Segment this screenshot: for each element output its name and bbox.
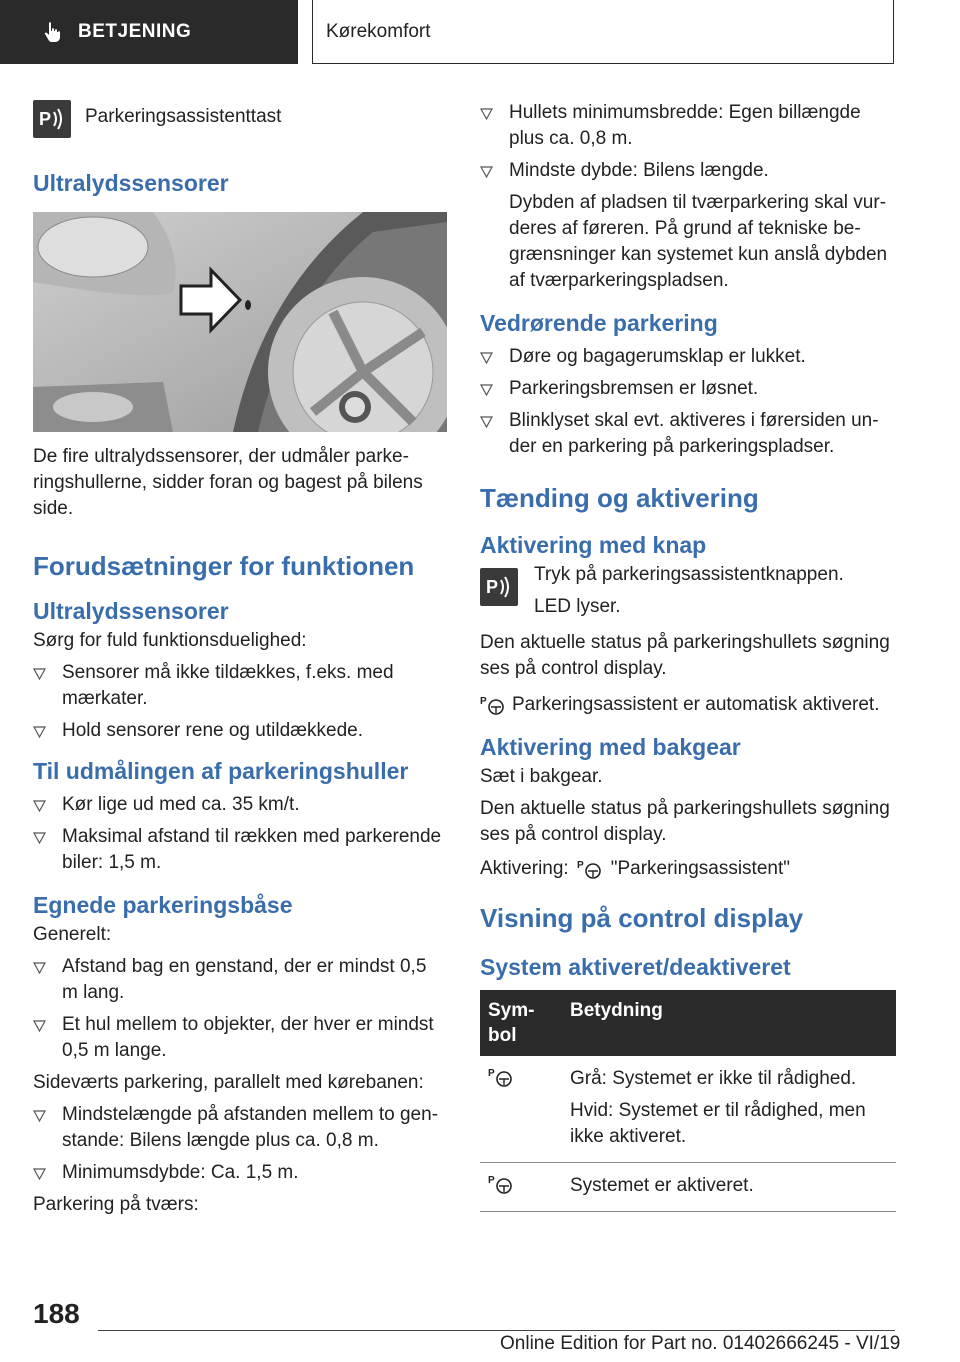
heading-system: System aktiveret/deaktiveret — [480, 954, 791, 980]
list-item: Hold sensorer rene og utildækkede. — [33, 718, 447, 744]
sidevaerts-list — [33, 1102, 447, 1186]
page-header — [0, 0, 960, 66]
sensor-description: De fire ultralydssensorer, der udmåler parkeringshullerne, sidder foran og bagest på bilens side. — [33, 446, 423, 519]
sidevaerts-text: Sideværts parkering, parallelt med kørebanen: — [33, 1072, 424, 1093]
meaning-text: Systemet er aktiveret. — [570, 1175, 754, 1196]
triangle-bullet-icon — [480, 416, 493, 428]
knap-text — [534, 562, 844, 620]
heading-til-udmaaling: Til udmålingen af parkeringshuller — [33, 758, 409, 784]
symbol-table — [480, 990, 896, 1212]
heading-visning: Visning på control display — [480, 903, 804, 933]
triangle-bullet-icon — [480, 166, 493, 178]
triangle-bullet-icon — [33, 962, 46, 974]
table-row — [480, 1056, 896, 1163]
generelt-list — [33, 954, 447, 1064]
list-item: Et hul mellem to objekter, der hver er mindst 0,5 m lange. — [33, 1012, 447, 1064]
heading-ultralyd: Ultralydssensorer — [33, 170, 229, 196]
heading-egnede: Egnede parkeringsbåse — [33, 892, 293, 918]
aktivering-value: "Parkeringsassistent" — [610, 858, 790, 879]
park-assist-active-symbol-icon — [488, 1173, 514, 1195]
svg-text:P: P — [488, 1175, 495, 1186]
til-list — [33, 792, 447, 876]
symbol-cell — [480, 1163, 562, 1212]
button-caption-row — [33, 100, 447, 138]
footer-edition: Online Edition for Part no. 01402666245 - VI/19 — [500, 1333, 901, 1354]
park-assist-symbol-icon — [480, 694, 506, 716]
triangle-bullet-icon — [33, 1020, 46, 1032]
sensor-list — [33, 660, 447, 744]
list-item: Maksimal afstand til rækken med parkerende biler: 1,5 m. — [33, 824, 447, 876]
list-item: Afstand bag en genstand, der er mindst 0,5 m lang. — [33, 954, 447, 1006]
park-assist-symbol-icon — [488, 1066, 514, 1088]
chapter-title: Kørekomfort — [326, 20, 431, 42]
dybde-note: Dybden af pladsen til tværparkering skal vurderes af føreren. På grund af tekniske begrænsninger kan systemet kun anslå dybden af tværparkeringspladsen. — [509, 192, 888, 291]
status-text-2: Den aktuelle status på parkeringshullets søgning ses på control display. — [480, 798, 890, 845]
symbol-cell — [480, 1056, 562, 1163]
heading-aktivering-bakgear: Aktivering med bakgear — [480, 734, 741, 760]
list-item: Mindstelængde på afstanden mellem to genstande: Bilens længde plus ca. 0,8 m. — [33, 1102, 447, 1154]
meaning-text: Hvid: Systemet er til rådighed, men ikke aktiveret. — [570, 1100, 866, 1147]
list-item: Mindste dybde: Bilens længde. Dybden af pladsen til tværparkering skal vurderes af føreren. På grund af tekniske begrænsninger kan systemet kun anslå dybden af tværparkeringspladsen. — [480, 158, 896, 294]
heading-vedroerende: Vedrørende parkering — [480, 310, 718, 336]
heading-ultralyd-2: Ultralydssensorer — [33, 598, 229, 624]
list-item: Sensorer må ikke tildækkes, f.eks. med mærkater. — [33, 660, 447, 712]
svg-text:P: P — [488, 1068, 495, 1079]
knap-row — [480, 562, 896, 620]
triangle-bullet-icon — [33, 832, 46, 844]
section-title: BETJENING — [78, 21, 192, 42]
heading-forudsaetninger: Forudsætninger for funktionen — [33, 551, 415, 581]
svg-text:P: P — [480, 696, 487, 707]
right-column — [480, 100, 896, 1212]
tvaers-list — [480, 100, 896, 294]
triangle-bullet-icon — [33, 1110, 46, 1122]
generelt-text: Generelt: — [33, 924, 112, 945]
vedr-list — [480, 344, 896, 460]
table-row — [480, 1163, 896, 1212]
list-item: Hullets minimumsbredde: Egen billængde plus ca. 0,8 m. — [480, 100, 896, 152]
status-text-1: Den aktuelle status på parkeringshullets søgning ses på control display. — [480, 632, 890, 679]
triangle-bullet-icon — [33, 800, 46, 812]
button-caption: Parkeringsassistenttast — [85, 106, 282, 127]
left-column — [33, 100, 447, 1228]
triangle-bullet-icon — [33, 1168, 46, 1180]
list-item: Minimumsdybde: Ca. 1,5 m. — [33, 1160, 447, 1186]
sensor-photo — [33, 212, 447, 432]
list-item: Blinklyset skal evt. aktiveres i førersiden under en parkering på parkeringspladser. — [480, 408, 896, 460]
footer-divider — [98, 1330, 895, 1331]
meaning-cell — [562, 1056, 896, 1163]
park-assist-button-icon — [480, 568, 518, 606]
heading-aktivering-knap: Aktivering med knap — [480, 532, 707, 558]
saet-text: Sæt i bakgear. — [480, 766, 603, 787]
triangle-bullet-icon — [480, 108, 493, 120]
triangle-bullet-icon — [33, 726, 46, 738]
table-header-row — [480, 990, 896, 1056]
park-assist-symbol-icon — [577, 858, 603, 880]
svg-text:P: P — [486, 577, 499, 597]
sorg-text: Sørg for fuld funktionsduelighed: — [33, 630, 307, 651]
list-item: Parkeringsbremsen er løsnet. — [480, 376, 896, 402]
col-symbol-header: Symbol — [480, 990, 562, 1056]
tryk-text: Tryk på parkeringsassistentknappen. — [534, 564, 844, 585]
led-text: LED lyser. — [534, 596, 621, 617]
chapter-tab — [312, 0, 894, 64]
triangle-bullet-icon — [480, 352, 493, 364]
page-number: 188 — [33, 1298, 80, 1329]
hand-pointer-icon — [40, 20, 64, 44]
aktivering-label: Aktivering: — [480, 858, 569, 879]
section-tab — [0, 0, 298, 64]
meaning-cell — [562, 1163, 896, 1212]
col-betydning-header: Betydning — [562, 990, 896, 1056]
meaning-text: Grå: Systemet er ikke til rådighed. — [570, 1068, 857, 1089]
triangle-bullet-icon — [480, 384, 493, 396]
aktivering-row — [480, 856, 896, 882]
svg-text:P: P — [576, 860, 584, 871]
svg-text:P: P — [39, 109, 52, 129]
list-item: Kør lige ud med ca. 35 km/t. — [33, 792, 447, 818]
list-item: Døre og bagagerumsklap er lukket. — [480, 344, 896, 370]
tvaers-text: Parkering på tværs: — [33, 1194, 199, 1215]
triangle-bullet-icon — [33, 668, 46, 680]
heading-taending: Tænding og aktivering — [480, 483, 759, 513]
auto-row — [480, 692, 896, 718]
auto-aktiv-text: Parkeringsassistent er automatisk aktiveret. — [512, 694, 880, 715]
park-assist-button-icon — [33, 100, 71, 138]
